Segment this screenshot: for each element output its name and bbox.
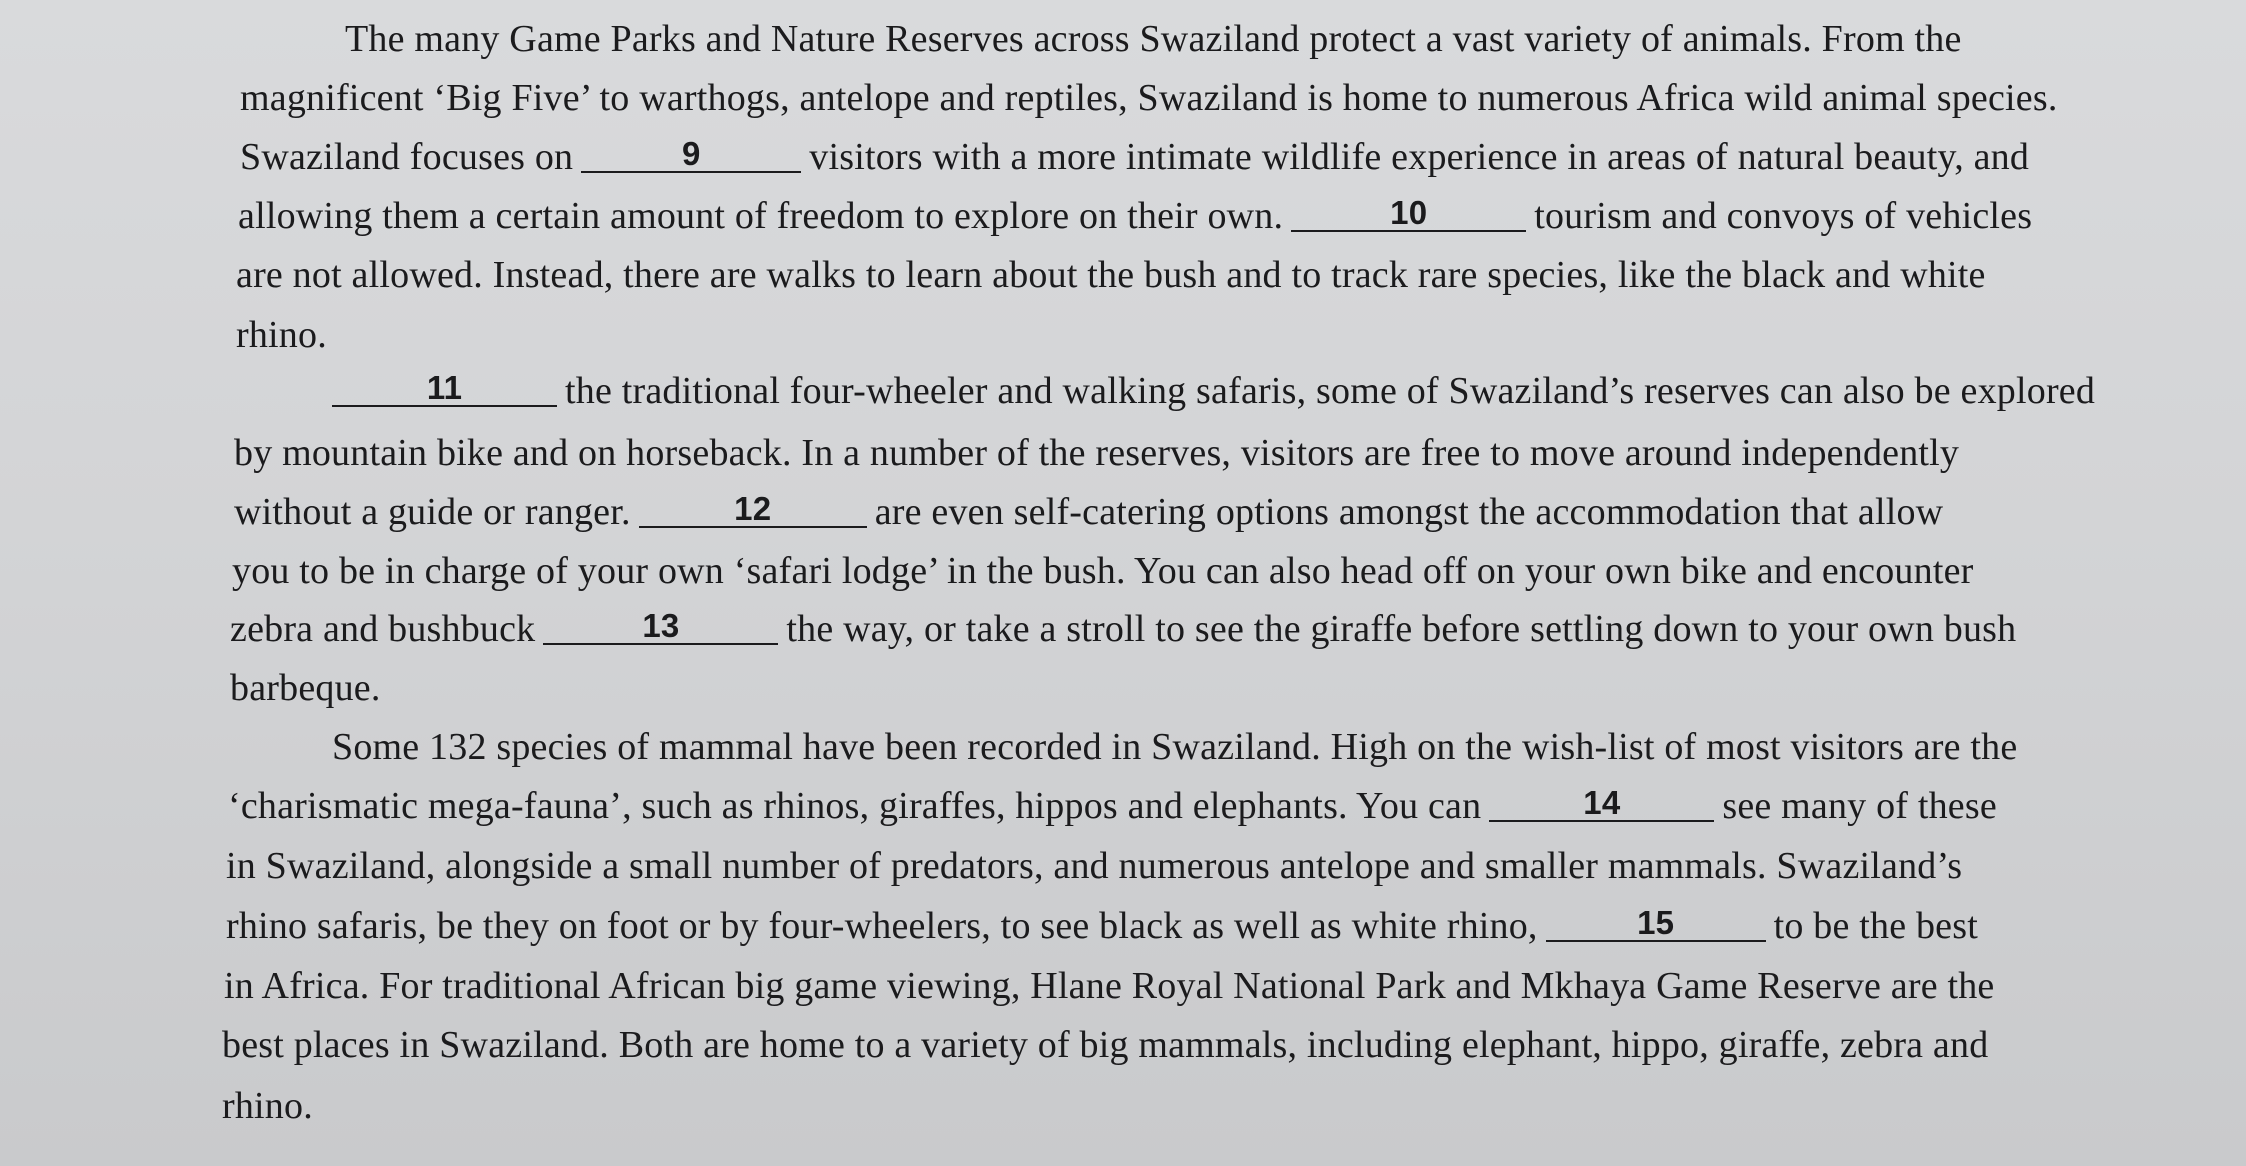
paragraph-1-line-5 [236, 252, 1986, 298]
text-span: to be the best [1773, 905, 1978, 947]
blank-14[interactable]: 14 [1489, 786, 1714, 822]
paragraph-2-line-1 [332, 368, 2095, 414]
text-span: in Swaziland, alongside a small number of predators, and numerous antelope and smaller mammals. Swaziland’s [226, 845, 1963, 887]
text-span: the way, or take a stroll to see the giraffe before settling down to your own bush [786, 608, 2017, 650]
text-span: in Africa. For traditional African big game viewing, Hlane Royal National Park and Mkhaya Game Reserve are the [224, 965, 1995, 1007]
text-span: rhino. [222, 1085, 313, 1127]
text-span: without a guide or ranger. [234, 491, 631, 533]
text-span: are even self-catering options amongst the accommodation that allow [874, 491, 1944, 533]
paragraph-1-line-1 [345, 16, 1962, 62]
text-span: the traditional four-wheeler and walking safaris, some of Swaziland’s reserves can also be explored [565, 370, 2096, 412]
paragraph-2-line-2 [234, 430, 1959, 476]
paragraph-3-line-3 [226, 843, 1962, 889]
text-span: rhino safaris, be they on foot or by four-wheelers, to see black as well as white rhino, [226, 905, 1538, 947]
blank-11[interactable]: 11 [332, 371, 557, 407]
text-span: ‘charismatic mega-fauna’, such as rhinos, giraffes, hippos and elephants. You can [228, 785, 1482, 827]
text-span: best places in Swaziland. Both are home to a variety of big mammals, including elephant, hippo, giraffe, zebra and [222, 1024, 1989, 1066]
text-span: are not allowed. Instead, there are walks to learn about the bush and to track rare species, like the black and white [236, 254, 1986, 296]
blank-10[interactable]: 10 [1291, 196, 1526, 232]
text-span: barbeque. [230, 667, 381, 709]
text-span: rhino. [236, 314, 327, 356]
text-span: see many of these [1722, 785, 1997, 827]
paragraph-1-line-2 [240, 75, 2058, 121]
paragraph-3-line-7 [222, 1083, 313, 1129]
paragraph-2-line-6 [230, 665, 381, 711]
text-span: by mountain bike and on horseback. In a number of the reserves, visitors are free to move around independently [234, 432, 1960, 474]
paragraph-1-line-4 [238, 193, 2032, 239]
paragraph-1-line-6 [236, 312, 327, 358]
text-span: magnificent ‘Big Five’ to warthogs, antelope and reptiles, Swaziland is home to numerous Africa wild animal species. [240, 77, 2058, 119]
blank-13[interactable]: 13 [543, 609, 778, 645]
paragraph-1-line-3 [240, 134, 2029, 180]
paragraph-2-line-4 [232, 548, 1974, 594]
blank-9[interactable]: 9 [581, 137, 801, 173]
text-span: visitors with a more intimate wildlife experience in areas of natural beauty, and [809, 136, 2030, 178]
blank-12[interactable]: 12 [639, 492, 867, 528]
text-span: The many Game Parks and Nature Reserves across Swaziland protect a vast variety of animals. From the [345, 18, 1962, 60]
text-span: zebra and bushbuck [230, 608, 536, 650]
paragraph-3-line-2 [228, 783, 1997, 829]
text-span: Some 132 species of mammal have been recorded in Swaziland. High on the wish-list of most visitors are the [332, 726, 2018, 768]
paragraph-3-line-4 [226, 903, 1978, 949]
paragraph-2-line-3 [234, 489, 1943, 535]
text-span: allowing them a certain amount of freedom to explore on their own. [238, 195, 1284, 237]
text-span: Swaziland focuses on [240, 136, 574, 178]
paragraph-3-line-1 [332, 724, 2017, 770]
text-span: you to be in charge of your own ‘safari lodge’ in the bush. You can also head off on your own bike and encounter [232, 550, 1974, 592]
paragraph-3-line-6 [222, 1022, 1988, 1068]
text-span: tourism and convoys of vehicles [1534, 195, 2033, 237]
blank-15[interactable]: 15 [1546, 906, 1766, 942]
paragraph-2-line-5 [230, 606, 2016, 652]
paragraph-3-line-5 [224, 963, 1995, 1009]
